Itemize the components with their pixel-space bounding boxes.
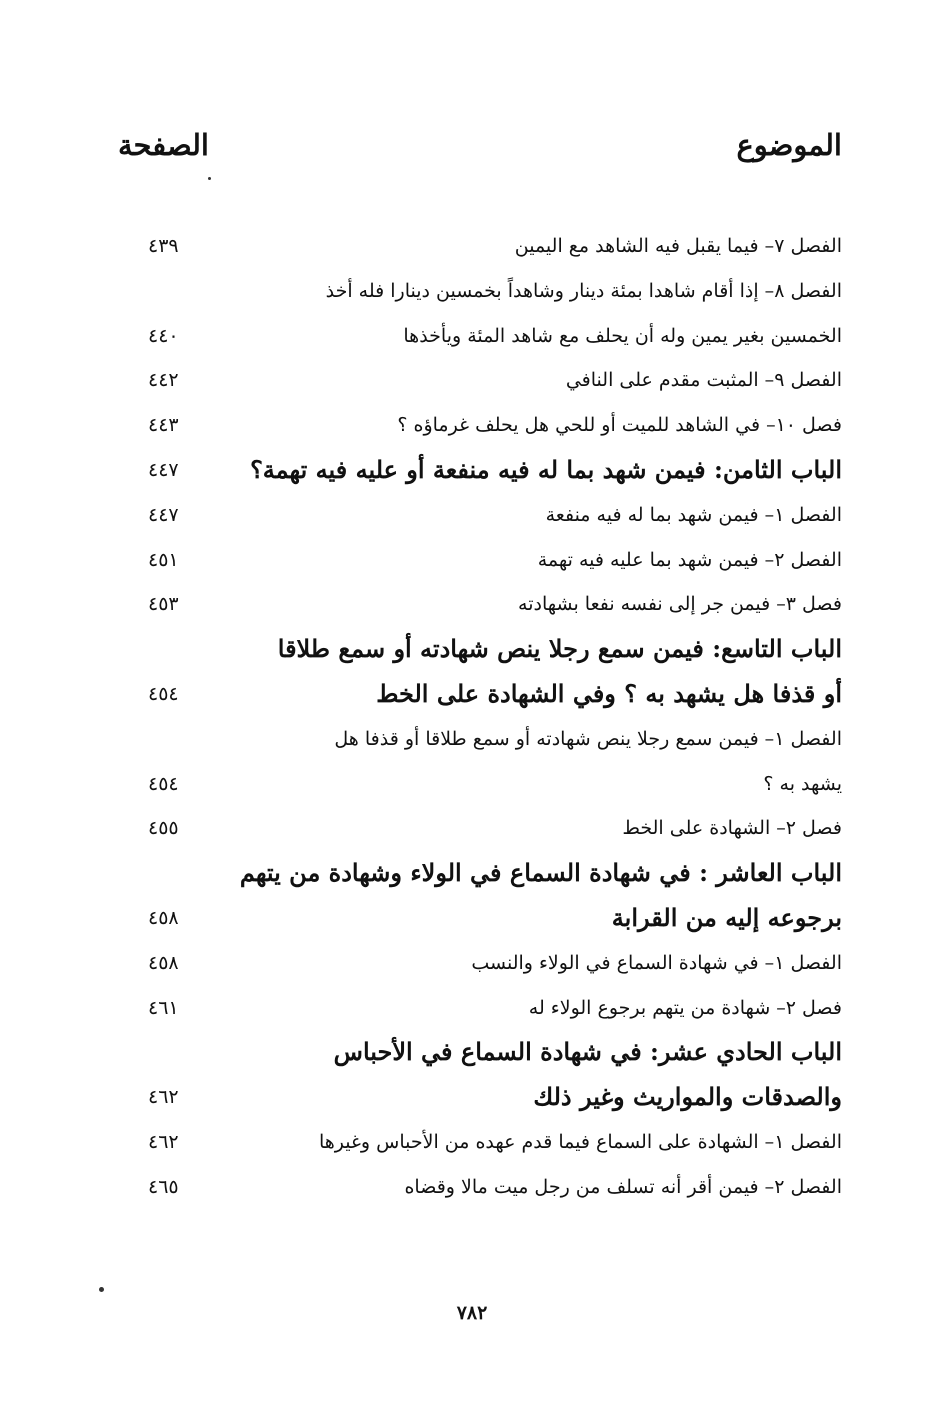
entry-title: الفصل ٧– فيما يقبل فيه الشاهد مع اليمين	[514, 235, 842, 257]
toc-entry-row	[0, 403, 944, 448]
entry-page-number: ٤٥٨	[148, 951, 179, 974]
chapter-title: الباب العاشر : في شهادة السماع في الولاء وشهادة من يتهم	[239, 858, 842, 888]
ink-speck	[99, 1287, 104, 1292]
entry-page-number: ٤٦٥	[148, 1175, 179, 1198]
entry-title: يشهد به ؟	[763, 772, 842, 795]
chapter-title: الباب الحادي عشر: في شهادة السماع في الأحباس	[333, 1037, 842, 1067]
entry-page-number: ٤٦١	[148, 996, 179, 1019]
toc-chapter-row	[0, 896, 944, 941]
entry-page-number: ٤٤٧	[148, 503, 179, 526]
chapter-title: والصدقات والمواريث وغير ذلك	[533, 1082, 842, 1112]
chapter-title: الباب الثامن: فيمن شهد بما له فيه منفعة أو عليه فيه تهمة؟	[250, 454, 842, 484]
toc-entry-row	[0, 717, 944, 762]
entry-page-number: ٤٥٣	[148, 593, 179, 616]
toc-entry-row	[0, 806, 944, 851]
entry-title: فصل ١٠– في الشاهد للميت أو للحي هل يحلف غرماؤه ؟	[397, 414, 842, 437]
entry-page-number: ٤٤٣	[148, 414, 179, 437]
entry-title: الخمسين بغير يمين وله أن يحلف مع شاهد المئة ويأخذها	[403, 324, 842, 347]
toc-entry-row	[0, 1120, 944, 1165]
topic-column-header: الموضوع	[736, 128, 842, 162]
entry-title: الفصل ٢– فيمن شهد بما عليه فيه تهمة	[537, 548, 842, 571]
toc-chapter-row	[0, 851, 944, 896]
toc-entry-row	[0, 986, 944, 1031]
entry-page-number: ٤٤٧	[148, 458, 179, 481]
entry-page-number: ٤٥٨	[148, 906, 179, 929]
entry-page-number: ٤٣٩	[148, 235, 179, 257]
toc-entry-row	[0, 941, 944, 986]
entry-page-number: ٤٤٠	[148, 324, 179, 347]
page-number: ٧٨٢	[456, 1302, 488, 1324]
entry-title: فصل ٢– شهادة من يتهم برجوع الولاء له	[528, 996, 842, 1019]
entry-title: فصل ٣– فيمن جر إلى نفسه نفعا بشهادته	[518, 593, 842, 616]
entry-title: الفصل ١– في شهادة السماع في الولاء والنسب	[471, 951, 842, 974]
entry-title: الفصل ٩– المثبت مقدم على النافي	[565, 369, 842, 392]
toc-chapter-row	[0, 448, 944, 493]
entry-title: الفصل ١– فيمن سمع رجلا ينص شهادته أو سمع طلاقا أو قذفا هل	[334, 727, 842, 750]
entry-title: الفصل ٢– فيمن أقر أنه تسلف من رجل ميت مالا وقضاه	[404, 1175, 842, 1198]
toc-chapter-row	[0, 672, 944, 717]
entry-page-number: ٤٥٤	[148, 772, 179, 795]
entry-title: الفصل ٨– إذا أقام شاهدا بمئة دينار وشاهداً بخمسين دينارا فله أخذ	[325, 279, 842, 302]
entry-title: فصل ٢– الشهادة على الخط	[622, 817, 842, 840]
toc-chapter-row	[0, 1075, 944, 1120]
entry-title: الفصل ١– الشهادة على السماع فيما قدم عهده من الأحباس وغيرها	[318, 1130, 842, 1153]
toc-entry-row	[0, 1165, 944, 1210]
chapter-title: برجوعه إليه من القرابة	[611, 902, 842, 932]
page-column-header: الصفحة	[118, 128, 209, 162]
toc-entry-row	[0, 538, 944, 583]
toc-entry-row	[0, 314, 944, 359]
toc-entry-row	[0, 762, 944, 807]
entry-page-number: ٤٥٤	[148, 682, 179, 705]
toc-chapter-row	[0, 1030, 944, 1075]
entry-title: الفصل ١– فيمن شهد بما له فيه منفعة	[545, 503, 842, 526]
toc-entry-row	[0, 582, 944, 627]
toc-entry-row	[0, 269, 944, 314]
entry-page-number: ٤٥٥	[148, 817, 179, 840]
ink-speck	[208, 177, 211, 180]
table-of-contents	[0, 224, 944, 1210]
chapter-title: الباب التاسع: فيمن سمع رجلا ينص شهادته أو سمع طلاقا	[277, 634, 842, 664]
toc-entry-row	[0, 493, 944, 538]
entry-page-number: ٤٦٢	[148, 1086, 179, 1109]
entry-page-number: ٤٥١	[148, 548, 179, 571]
toc-entry-row	[0, 224, 944, 269]
entry-page-number: ٤٤٢	[148, 369, 179, 392]
chapter-title: أو قذفا هل يشهد به ؟ وفي الشهادة على الخط	[376, 678, 842, 708]
toc-chapter-row	[0, 627, 944, 672]
toc-entry-row	[0, 358, 944, 403]
entry-page-number: ٤٦٢	[148, 1130, 179, 1153]
